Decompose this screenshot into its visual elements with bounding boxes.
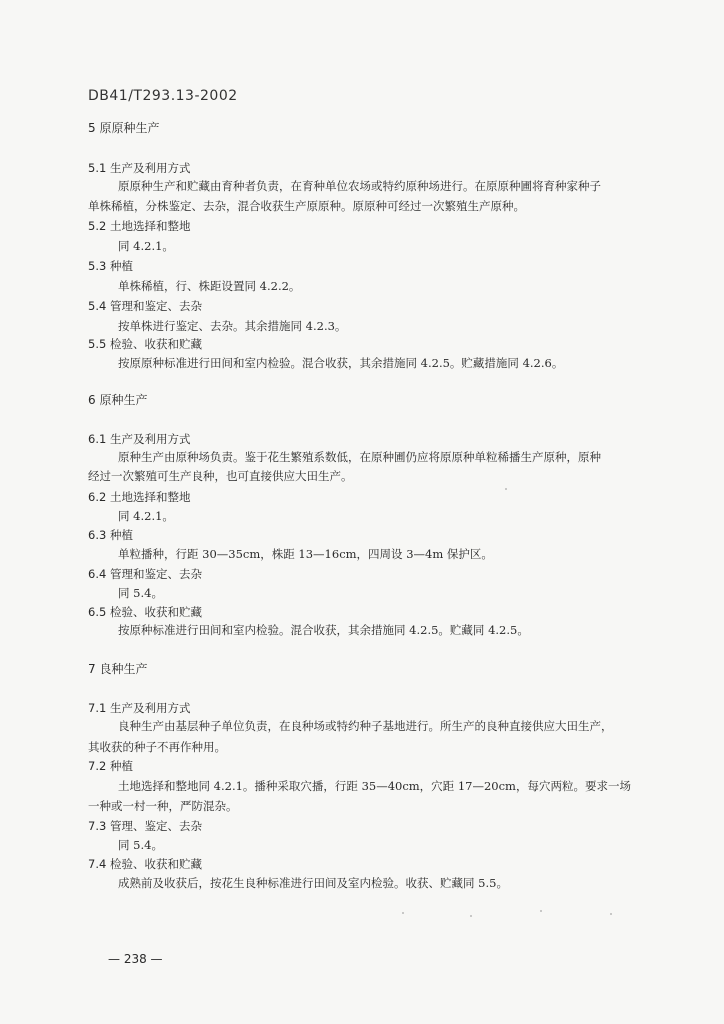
section-6-2-title: 6.2 土地选择和整地 [88, 490, 191, 504]
section-5-3-title: 5.3 种植 [88, 259, 133, 273]
section-6-3-title: 6.3 种植 [88, 528, 133, 542]
section-7-4-title: 7.4 检验、收获和贮藏 [88, 857, 202, 871]
section-6-5-text: 按原种标准进行田间和室内检验。混合收获，其余措施同 4.2.5。贮藏同 4.2.5。 [118, 623, 529, 637]
section-7-2-title: 7.2 种植 [88, 759, 133, 773]
section-7-title: 7 良种生产 [88, 662, 148, 676]
section-5-1-title: 5.1 生产及利用方式 [88, 161, 191, 175]
section-6-3-text: 单粒播种，行距 30—35cm，株距 13—16cm，四周设 3—4m 保护区。 [118, 547, 493, 561]
section-6-5-title: 6.5 检验、收获和贮藏 [88, 605, 202, 619]
section-5-2-text: 同 4.2.1。 [118, 239, 174, 253]
section-7-2-text-1: 土地选择和整地同 4.2.1。播种采取穴播，行距 35—40cm，穴距 17—20cm，每穴两粒。要求一场 [118, 779, 631, 793]
scan-speck [505, 488, 507, 490]
section-5-1-text-1: 原原种生产和贮藏由育种者负责，在育种单位农场或特约原种场进行。在原原种圃将育种家种子 [118, 179, 601, 193]
page-number: — 238 — [108, 952, 163, 966]
section-6-4-title: 6.4 管理和鉴定、去杂 [88, 567, 202, 581]
section-5-title: 5 原原种生产 [88, 121, 160, 135]
section-5-3-text: 单株稀植，行、株距设置同 4.2.2。 [118, 279, 301, 293]
section-6-1-text-2: 经过一次繁殖可生产良种，也可直接供应大田生产。 [88, 469, 353, 483]
scan-speck [402, 912, 404, 914]
section-6-1-title: 6.1 生产及利用方式 [88, 432, 191, 446]
section-5-5-text: 按原原种标准进行田间和室内检验。混合收获，其余措施同 4.2.5。贮藏措施同 4.2.6。 [118, 356, 564, 370]
scan-speck [610, 913, 612, 915]
section-7-4-text: 成熟前及收获后，按花生良种标准进行田间及室内检验。收获、贮藏同 5.5。 [118, 876, 508, 890]
section-5-5-title: 5.5 检验、收获和贮藏 [88, 337, 202, 351]
section-7-1-title: 7.1 生产及利用方式 [88, 701, 191, 715]
standard-code: DB41/T293.13-2002 [88, 88, 238, 104]
section-7-3-text: 同 5.4。 [118, 838, 163, 852]
section-7-3-title: 7.3 管理、鉴定、去杂 [88, 819, 202, 833]
section-5-1-text-2: 单株稀植，分株鉴定、去杂，混合收获生产原原种。原原种可经过一次繁殖生产原种。 [88, 199, 525, 213]
section-7-1-text-1: 良种生产由基层种子单位负责，在良种场或特约种子基地进行。所生产的良种直接供应大田生产， [118, 719, 613, 733]
scan-speck [470, 915, 472, 917]
section-7-2-text-2: 一种或一村一种，严防混杂。 [88, 799, 238, 813]
section-5-4-text: 按单株进行鉴定、去杂。其余措施同 4.2.3。 [118, 319, 347, 333]
section-5-2-title: 5.2 土地选择和整地 [88, 219, 191, 233]
section-7-1-text-2: 其收获的种子不再作种用。 [88, 740, 226, 754]
section-6-1-text-1: 原种生产由原种场负责。鉴于花生繁殖系数低，在原种圃仍应将原原种单粒稀播生产原种，原种 [118, 450, 601, 464]
section-6-title: 6 原种生产 [88, 393, 148, 407]
scan-speck [540, 910, 542, 912]
section-6-4-text: 同 5.4。 [118, 586, 163, 600]
section-6-2-text: 同 4.2.1。 [118, 509, 174, 523]
section-5-4-title: 5.4 管理和鉴定、去杂 [88, 299, 202, 313]
